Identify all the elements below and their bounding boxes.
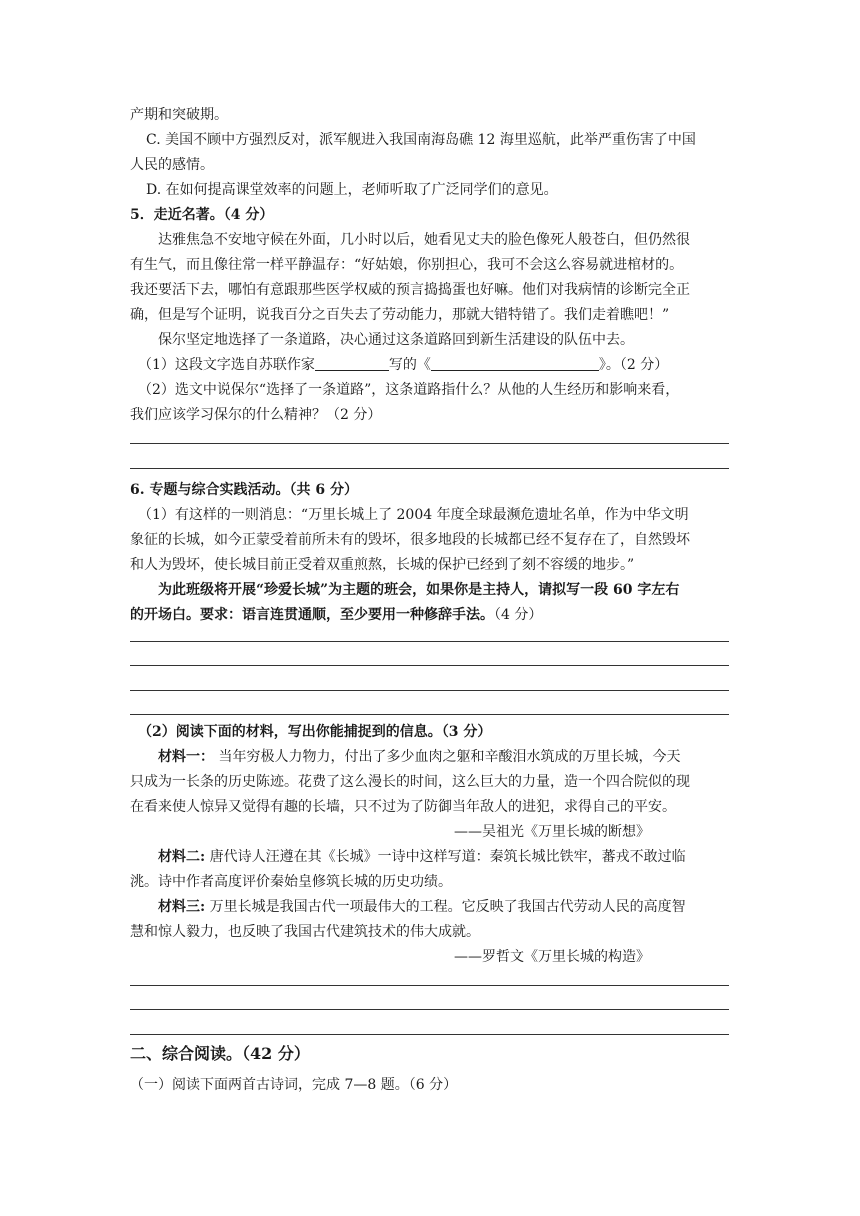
book-title-answer-blank[interactable] (431, 356, 599, 371)
q5-passage-line: 我还要活下去，哪怕有意跟那些医学权威的预言捣捣蛋也好嘛。他们对我病情的诊断完全正 (130, 282, 690, 298)
material-1-line: 在看来使人惊异又觉得有趣的长墙，只不过为了防御当年敌人的进犯，求得自己的平安。 (130, 799, 676, 815)
q5-passage-line: 达雅焦急不安地守候在外面，几小时以后，她看见丈夫的脸色像死人般苍白，但仍然很 (158, 232, 690, 248)
material-3-line: 慧和惊人毅力，也反映了我国古代建筑技术的伟大成就。 (130, 924, 480, 940)
q5-sub2: （2）选文中说保尔“选择了一条道路”，这条道路指什么？从他的人生经历和影响来看， (138, 382, 680, 398)
material-3-label: 材料三: (158, 899, 206, 915)
material-2-label: 材料二: (158, 849, 206, 865)
q5-passage-line: 有生气，而且像往常一样平静温存：“好姑娘，你别担心，我可不会这么容易就进棺材的。 (130, 257, 684, 273)
answer-line[interactable] (130, 714, 729, 715)
material-1-label: 材料一： (158, 749, 214, 765)
answer-line[interactable] (130, 443, 729, 444)
q5-sub1-suffix: 》。（2 分） (598, 357, 669, 373)
answer-line[interactable] (130, 985, 729, 986)
q4-option-c-cont: 人民的感情。 (130, 157, 214, 173)
answer-line[interactable] (130, 1034, 729, 1035)
q6-task-line (130, 606, 542, 624)
material-1-line: 只成为一长条的历史陈迹。花费了这么漫长的时间，这么巨大的力量，造一个四合院似的现 (130, 774, 690, 790)
material-1-source: ——吴祖光《万里长城的断想》 (454, 824, 650, 840)
material-3-source: ——罗哲文《万里长城的构造》 (454, 949, 650, 965)
material-3-line (158, 898, 686, 916)
q6-sub1-line: 和人为毁坏，使长城目前正受着双重煎熬，长城的保护已经到了刻不容缓的地步。” (130, 557, 635, 573)
material-1-line (158, 748, 680, 766)
q5-sub1-middle: 写的《 (388, 357, 431, 373)
q5-title: 5．走近名著。（4 分） (130, 207, 274, 223)
q4-text-line: 产期和突破期。 (130, 107, 228, 123)
part2-subtitle: （一）阅读下面两首古诗词，完成 7—8 题。（6 分） (130, 1077, 458, 1093)
answer-line[interactable] (130, 641, 729, 642)
q5-sub2-cont: 我们应该学习保尔的什么精神？（2 分） (130, 407, 382, 423)
q6-sub1-line: 象征的长城，如今正蒙受着前所未有的毁坏，很多地段的长城都已经不复存在了，自然毁坏 (130, 532, 690, 548)
answer-line[interactable] (130, 690, 729, 691)
part2-title: 二、综合阅读。（42 分） (130, 1044, 310, 1063)
q6-title: 6. 专题与综合实践活动。（共 6 分） (130, 482, 358, 498)
answer-line[interactable] (130, 468, 729, 469)
q5-sub1-prefix: （1）这段文字选自苏联作家 (138, 357, 315, 373)
material-2-text: 唐代诗人汪遵在其《长城》一诗中这样写道：秦筑长城比铁牢，蕃戎不敢过临 (205, 849, 686, 865)
material-2-line: 洮。诗中作者高度评价秦始皇修筑长城的历史功绩。 (130, 874, 452, 890)
q6-sub2-title: （2）阅读下面的材料，写出你能捕捉到的信息。（3 分） (138, 724, 492, 740)
answer-line[interactable] (130, 665, 729, 666)
q6-task-line: 为此班级将开展“珍爱长城”为主题的班会，如果你是主持人，请拟写一段 60 字左右 (158, 582, 680, 598)
q4-option-c: C. 美国不顾中方强烈反对，派军舰进入我国南海岛礁 12 海里巡航，此举严重伤害了中国 (146, 132, 696, 148)
material-2-line (158, 848, 686, 866)
material-3-text: 万里长城是我国古代一项最伟大的工程。它反映了我国古代劳动人民的高度智 (205, 899, 686, 915)
q5-passage-line: 保尔坚定地选择了一条道路，决心通过这条道路回到新生活建设的队伍中去。 (158, 332, 634, 348)
q5-sub1 (138, 356, 668, 374)
q5-passage-line: 确，但是写个证明，说我百分之百失去了劳动能力，那就大错特错了。我们走着瞧吧！” (130, 307, 670, 323)
answer-line[interactable] (130, 1009, 729, 1010)
q6-sub1-line: （1）有这样的一则消息：“万里长城上了 2004 年度全球最濒危遗址名单，作为中华文明 (138, 507, 689, 523)
q4-option-d: D. 在如何提高课堂效率的问题上，老师听取了广泛同学们的意见。 (146, 182, 558, 198)
q6-task-score: （4 分） (494, 607, 543, 623)
material-1-text: 当年穷极人力物力，付出了多少血肉之躯和辛酸泪水筑成的万里长城，今天 (214, 749, 681, 765)
q6-task-text: 的开场白。要求：语言连贯通顺，至少要用一种修辞手法。 (130, 607, 494, 623)
author-answer-blank[interactable] (315, 356, 389, 371)
